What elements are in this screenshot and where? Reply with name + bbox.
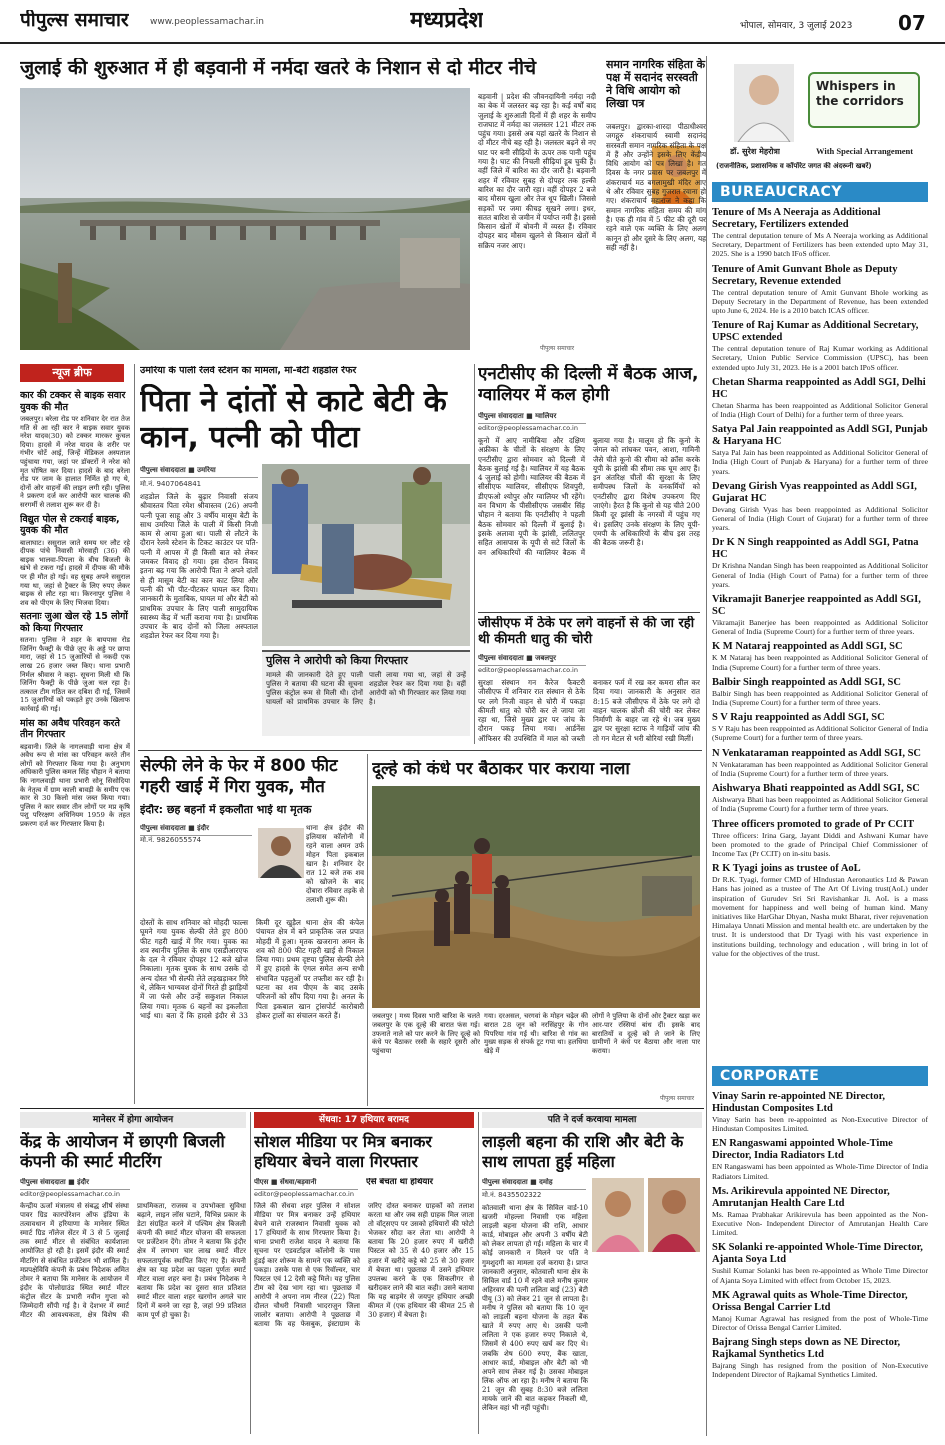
corporate-item-title: MK Agrawal quits as Whole-Time Director, Orissa Bengal Carrier Ltd <box>712 1289 908 1313</box>
selfie-victim-photo <box>258 828 304 878</box>
corporate-item-title: SK Solanki re-appointed Whole-Time Director, Ajanta Soya Ltd <box>712 1242 923 1266</box>
bureaucracy-item-body: N Venkataraman has been reappointed as Additional Solicitor General of India (Supreme Court) for a further term of three years. <box>712 759 928 778</box>
bureaucracy-item-title: Balbir Singh reappointed as Addl SGI, SC <box>712 676 901 688</box>
bureaucracy-item-title: Three officers promoted to grade of Pr CCIT <box>712 818 915 830</box>
missing-body: कोतवाली थाना क्षेत्र के सिविल वार्ड-10 खजरी मोहल्ला निवासी एक महिला लाड़ली बहना योजना की राशि, आधार कार्ड, मोबाइल और अपनी 3 वर्षीय बेटी को लेकर लापता हो गई। महिला के चार में कोई जानकारी न मिलने पर पति ने गुमशुदगी का मामला दर्ज कराया है। प्राप्त जानकारी अनुसार, कोतवाली थाना क्षेत्र के सिविल वार्ड 10 में रहने वाले मनीष कुमार अहिरवार की पत्नी ललिता बाई (23) बेटी पीयू (3) को लेकर 21 जून से लापता है। मनीष ने पुलिस को बताया कि 10 जून को लाड़ली बहना योजना के तहत बैंक खाते में रुपए आए थे। उसकी पत्नी ललिता ने एक हजार रुपए निकाले थे, जिसमें से 400 रुपए खर्च कर दिए थे। जबकि शेष 600 रुपए, बैंक खाता, आधार कार्ड, मोबाइल और बेटी को भी अपने साथ लेकर गई है। उसका मोबाइल लिंक ऑफ आ रहा है। मनीष ने बताया कि 21 जून की सुबह 8:30 बजे ललिता मायके जाने की बात कहकर निकली थी, लेकिन वहां भी नहीं पहुंची। <box>482 1204 588 1413</box>
corporate-list <box>712 1091 928 1380</box>
manesar-headline: केंद्र के आयोजन में छाएगी बिजली कंपनी की स्मार्ट मीटरिंग <box>20 1132 225 1171</box>
missing-headline: लाड़ली बहना की राशि और बेटी के साथ लापता हुई महिला <box>482 1132 684 1171</box>
bureaucracy-item-title: Dr K N Singh reappointed as Addl SGI, Patna HC <box>712 537 919 561</box>
selfie-body: दोस्तों के साथ शनिवार को मोहदी फाल्स घूमने गया युवक सेल्फी लेते हुए 800 फीट गहरी खाई में गिर गया। युवक का शव स्थानीय पुलिस के साथ एसडीआरएफ के दल ने रविवार दोपहर 12 बजे खोज निकाला। मृतक युवक के साथ उसके दो अन्य दोस्त भी सेल्फी लेते लड़खड़ाकर गिरे थे, लेकिन भाग्यवश दोनों गिरते ही झाड़ियों में जा फंसे और उन्हें सकुशल निकाल लिया गया। मृतक 6 बहनों का इकलौता भाई था। बता दें कि हादसे इंदौर से 33 किमी दूर खुड़ैल थाना क्षेत्र की कंपेल पंचायत क्षेत्र में बने प्राकृतिक जल प्रपात मोहदी में हुआ। मृतक खजराना अमन के शव को 800 फीट गहरी खाई से निकाल लिया गया। प्रथम दृष्टया पुलिस सेल्फी लेने में हुए हादसे के एंगल समेत अन्य सभी संभावित पहलुओं पर तफ्तीश कर रही है। घटना का शव पीएम के बाद उसके परिजनों को सौंप दिया गया है। अनल के पिता इकबाल खान ट्रांसपोर्ट कारोबारी होकर ट्रालों का संचालन करते हैं। <box>140 918 364 1020</box>
selfie-subhead: इंदौर: छह बहनों में इकलौता भाई था मृतक <box>140 804 312 816</box>
ucc-headline: समान नागरिक संहिता के पक्ष में सदानंद सरस्वती ने विधि आयोग को लिखा पत्र <box>606 58 706 110</box>
groom-caption-left: जबलपुर | मध्य दिवस भारी बारिश के चलते जबलपुर के एक दूल्हे की बारात फंस गई। उफनाते नाले को पार करने के लिए दूल्हे को कंधे पर बैठाकर रस्सी के सहारे दूसरी ओर पहुंचाया <box>372 1012 480 1056</box>
selfie-headline: सेल्फी लेने के फेर में 800 फीट गहरी खाई में गिरा युवक, मौत <box>140 756 338 797</box>
missing-phone: मो.नं. 8435502322 <box>482 1191 542 1199</box>
weapons-email[interactable]: editor@peoplessamachar.co.in <box>254 1190 354 1198</box>
bureaucracy-column <box>712 182 928 1062</box>
corporate-column <box>712 1066 928 1436</box>
ntca-email[interactable]: editor@peoplessamachar.co.in <box>478 424 578 432</box>
lead-body: बड़वानी | प्रदेश की जीवनदायिनी नर्मदा नदी का बेक में जलस्तर बढ़ रहा है। कई वर्षों बाद जुलाई के शुरुआती दिनों में ही शहर के समीप राजघाट में नर्मदा का जलस्तर 121 मीटर तक पहुंच गया। इससे अब यहां खतरे के निशान से दो मीटर नीचे बह रही है। जलस्तर बढ़ने से नए घाट पर बनी सीढ़ियों के ऊपर तक पानी पहुंच गया है। घाट की निचली सीढ़ियां डूब चुकी हैं। वहीं जिले में बारिश का दौर जारी है। बड़वानी शहर में रविवार सुबह से दोपहर तक हल्की बारिश का दौर जारी रहा। वहीं दोपहर 2 बजे बाद मौसम खुला और तेज धूप खिली। जिससे सड़कों पर जमा कीचड़ सूखने लगा। इधर, सतत बारिश से जमीन में पर्याप्त नमी है। इससे किसान खेतों में बोवनी में व्यस्त हैं। रविवार दोपहर बाद मौसम खुलने से किसान खेतों में सक्रिय नजर आए। <box>478 92 596 250</box>
lead-headline: जुलाई की शुरुआत में ही बड़वानी में नर्मदा खतरे के निशान से दो मीटर नीचे <box>20 58 537 79</box>
bottom-rule <box>20 1108 704 1109</box>
weapons-headline: सोशल मीडिया पर मित्र बनाकर हथियार बेचने वाला गिरफ्तार <box>254 1132 432 1171</box>
umaria-sub-box <box>262 650 470 736</box>
brief-title: सतनाः जुआ खेल रहे 15 लोगों को किया गिरफ्तार <box>20 611 128 634</box>
columnist-photo <box>734 64 794 142</box>
groom-caption-mid: गया। दरअसल, चरगवां के मोहन चढ़ेल की बारात 28 जून को नरसिंहपुर के गोन पिपरिया गांव गई थी। बारिश से गांव का मुख्य सड़क से संपर्क टूट गया था। हलधिया खेड़े में <box>484 1012 588 1056</box>
bureaucracy-item-body: Chetan Sharma has been reappointed as Additional Solicitor General of India (High Court of Delhi) for a further term of three years. <box>712 400 928 420</box>
umaria-phone: मो.नं. 9407064841 <box>140 480 202 488</box>
bureaucracy-item-title: R K Tyagi joins as trustee of AoL <box>712 863 861 875</box>
bureaucracy-item-body: The central deputation tenure of Ms A Neeraja working as Additional Secretary, Department of Fertilizers has been extended upto May 31, 2025. She is a 1990 batch IFoS officer. <box>712 231 928 259</box>
umaria-body: शहडोल जिले के बुढ़ार निवासी संजय श्रीवास्तव पिता रमेश श्रीवास्तव (26) अपनी पत्नी पूजा साहू और 3 वर्षीय मासूम बेटी के साथ उमरिया जिले के पाली में किसी निजी काम से आया हुआ था। पाली से लौटने के दौरान रेलवे स्टेशन के टिकट काउंटर पर पति-पत्नी में आपस में ही किसी बात को लेकर जमकर विवाद हो गया। इस दौरान विवाद इतना बढ़ गया कि आरोपी पिता ने अपने दांतों से ही मासूम बेटी का कान काट लिया और पत्नी की भी पीट-पीटकर घायल कर दिया। जानकारी के मुताबिक, घायल मां और बेटी को प्राथमिक उपचार के लिए पाली सामुदायिक स्वास्थ्य केंद्र में भर्ती कराया गया है। प्राथमिक उपचार के बाद दोनों को जिला अस्पताल शहडोल रेफर कर दिया गया है। <box>140 492 258 641</box>
brief-body: सतना। पुलिस ने शहर के बायपास रोड जिनिंग फैक्ट्री के पीछे जुए के अड्डे पर छापा मारा, जहां से 15 जुआरियों से नकदी एक लाख 26 हजार जब्त किए। थाना प्रभारी निर्मल श्रीवास ने कहा- सूचना मिली थी कि जिनिंग फैक्ट्री के पीछे जुआ चल रहा है। तत्काल टीम गठित कर दबिश दी गई, जिसमें 15 जुआरियों को पकड़ते हुए उनके खिलाफ कार्रवाई की गई। <box>20 636 130 714</box>
brief-body: जबलपुर। बरेला रोड पर शनिवार देर रात तेज गति से आ रही कार ने बाइक सवार युवक नरेश यादव(30) को टक्कर मारकर कुचल दिया। हादसे में नरेश यादव के शरीर पर गंभीर चोटें आई, जिन्हें मेडिकल अस्पताल पहुंचाया गया, जहां पर डॉक्टरों ने नरेश को मृत घोषित कर दिया। हादसे के बाद बरेला रोड पर जाम के हालात निर्मित हो गए थे, दोनों ओर वाहनों की लाइन लगी रही। पुलिस ने प्रकरण दर्ज कर आरोपी कार चालक की सरगर्मी से तलाश शुरू कर दी है। <box>20 415 130 509</box>
corporate-item-body: Vinay Sarin has been re-appointed as Non-Executive Director of Hindustan Composites Limited. <box>712 1115 928 1134</box>
corporate-item-body: Bajrang Singh has resigned from the position of Non-Executive Independent Director of Rajkamal Synthetics Limited. <box>712 1361 928 1380</box>
bureaucracy-item-body: Devang Girish Vyas has been reappointed as Additional Solicitor General of India (High Court of Gujarat) for a further term of three years. <box>712 504 928 533</box>
bureaucracy-item-title: Tenure of Amit Gunvant Bhole as Deputy Secretary, Revenue extended <box>712 263 898 287</box>
whispers-logo: Whispers in the corridors <box>808 72 920 128</box>
bureaucracy-item-body: Dr R.K. Tyagi, former CMD of HIndustan Aeronautics Ltd & Pawan Hans has joined as a trustee of The Art Of Living trust(AoL) under inspiration of Gurudev Sri Sri Ravishankar Ji. AoL is a mass movement for happiness and well being of human kind. Many initiatives like HarGhar Dhyan, Nasha mukt Bharat, river rejuvenation Himalaya Unnati Mission and mental health etc. are undertaken by the trust. It is understood that Dr Tyagi with his vast experience in institutions building, technology and education , will bring in lot of value for the objectives of the trust. <box>712 875 928 958</box>
bureaucracy-list <box>712 207 928 958</box>
avatar <box>734 64 794 142</box>
columnist-name: डॉ. सुरेश मेहरोत्रा <box>730 147 780 156</box>
groom-caption-right: लोगों ने पुलिया के दोनों ओर ट्रैक्टर खड़ा कर आर-पार रस्सियां बांध दीं। इसके बाद बारातियों व दूल्हे को ले जाने के लिए ग्रामीणों ने कंधे पर बैठाया और नाला पार कराया। <box>592 1012 700 1056</box>
news-brief-label: न्यूज ब्रीफ <box>20 364 124 382</box>
gcf-headline: जीसीएफ में ठेके पर लगे वाहनों से की जा रही थी कीमती धातु की चोरी <box>478 616 695 647</box>
columnist-tagline: (राजनीतिक, प्रशासनिक व कॉर्पोरेट जगत की अंदरूनी खबरें) <box>716 162 872 170</box>
umaria-byline: पीपुल्स संवाददाता ■ उमरिया <box>140 466 258 478</box>
selfie-divider <box>367 754 368 1106</box>
bureaucracy-item-title: N Venkataraman reappointed as Addl SGI, SC <box>712 747 921 759</box>
gcf-email[interactable]: editor@peoplessamachar.co.in <box>478 666 578 674</box>
ntca-byline: पीपुल्स संवाददाता ■ ग्वालियर <box>478 412 586 424</box>
weapons-tag: सेंधवा: 17 हथियार बरामद <box>254 1112 474 1128</box>
ntca-headline: एनटीसीए की दिल्ली में बैठक आज, ग्वालियर में कल होगी <box>478 364 699 405</box>
bureaucracy-item-body: Aishwarya Bhati has been reappointed as Additional Solicitor General of India (Supreme Court) for a further term of three years. <box>712 795 928 814</box>
bureaucracy-item-body: Satya Pal Jain has been reappointed as Additional Solicitor General of India (High Court of Punjab & Haryana) for a further term of three years. <box>712 448 928 476</box>
corporate-item-body: Sushil Kumar Solanki has been re-appointed as Whole Time Director of Ajanta Soya Limited with effect from October 15, 2023. <box>712 1266 928 1285</box>
columnist-box <box>712 62 928 180</box>
bureaucracy-item-body: The central deputation tenure of Raj Kumar working as Additional Secretary, Union Public Service Commission (UPSC), has been extended upto July 31, 2023. He is a 2001 batch IPoS officer. <box>712 344 928 372</box>
corporate-item-body: Ms. Ramaa Prabhakar Arikirevula has been appointed as the Non- Executive Non- Independent Director of Amrutanjan Health Care Limited. <box>712 1209 928 1238</box>
missing-byline: पीपुल्स संवाददाता ■ दमोह <box>482 1178 586 1190</box>
bureaucracy-item-title: Aishwarya Bhati reappointed as Addl SGI, SC <box>712 783 920 795</box>
umaria-divider <box>474 364 475 744</box>
bureaucracy-header: BUREAUCRACY <box>712 182 928 202</box>
bureaucracy-item-title: Chetan Sharma reappointed as Addl SGI, Delhi HC <box>712 376 926 400</box>
ucc-body: जबलपुर। द्वारका-शारदा पीठाधीश्वर जगद्गुरु शंकराचार्य स्वामी सदानंद सरस्वती समान नागरिक संहिता के पक्ष में हैं और उन्होंने इसके लिए केंद्रीय विधि आयोग को पत्र लिखा है। गत दिवस के नगर प्रवास पर जबलपुर में शंकराचार्य मठ बगलामुखी मंदिर आए थे और रविवार सुबह गुजरात रवाना हो गए। शंकराचार्य महाराज ने कहा कि समान नागरिक संहिता समय की मांग है। एक ही गांव में 5 फीट की दूरी पर रहने वाले एक व्यक्ति के लिए अलग कानून हो और दूसरे के लिए अलग, यह सही नहीं है। <box>606 122 706 252</box>
column-divider <box>706 56 707 1436</box>
brief-body: बड़वानी। जिले के नागलवाड़ी थाना क्षेत्र में अवैध रूप से मांस का परिवहन करते तीन लोगों को गिरफ्तार किया गया है। अनुभाग अधिकारी पुलिस कमल सिंह चौहान ने बताया कि नागलवाड़ी थाना प्रभारी सोनू सिसोदिया के नेतृत्व में ग्राम काली बावड़ी के समीप एक कार से 30 किलो मांस जब्त किया गया। पुलिस ने कार सवार तीन लोगों पर मप्र कृषि पशु परिरक्षण अधिनियम 1959 के तहत प्रकरण दर्ज कर गिरफ्तार किया है। <box>20 742 130 828</box>
bureaucracy-item-title: Vikramajit Banerjee reappointed as Addl SGI, SC <box>712 594 921 618</box>
columnist-arrangement: With Special Arrangement <box>816 146 914 156</box>
bureaucracy-item-title: Devang Girish Vyas reappointed as Addl SGI, Gujarat HC <box>712 480 917 504</box>
bureaucracy-item-title: Tenure of Ms A Neeraja as Additional Secretary, Fertilizers extended <box>712 207 881 230</box>
umaria-sub-body: मामले की जानकारी देते हुए पाली पुलिस ने बताया की घटना की सूचना पुलिस कंट्रोल रूम से मिली थी। दोनों घायलों को प्राथमिक उपचार के लिए पाली लाया गया था, जहां से उन्हें शहडोल रेफर कर दिया गया है। वहीं आरोपी को भी गिरफ्तार कर लिया गया है। <box>266 670 466 706</box>
page-number: 07 <box>898 12 926 35</box>
manesar-divider <box>250 1112 251 1434</box>
corporate-header: CORPORATE <box>712 1066 928 1086</box>
groom-headline: दूल्हे को कंधे पर बैठाकर पार कराया नाला <box>372 760 630 779</box>
corporate-item-title: Vinay Sarin re-appointed NE Director, Hindustan Composites Ltd <box>712 1091 885 1114</box>
bureaucracy-item-title: K M Nataraj reappointed as Addl SGI, SC <box>712 641 903 653</box>
brief-title: कार की टक्कर से बाइक सवार युवक की मौत <box>20 390 126 413</box>
weapons-byline: पीएस ■ सेंधवा/बड़वानी <box>254 1178 358 1190</box>
bureaucracy-item-title: Satya Pal Jain reappointed as Addl SGI, Punjab & Haryana HC <box>712 424 928 448</box>
bureaucracy-item-body: Balbir Singh has been reappointed as Additional Solicitor General of India (Supreme Court) for a further term of three years. <box>712 688 928 708</box>
gcf-body: सुरक्षा संस्थान गन कैरेज फैक्टरी जीसीएफ में शनिवार रात संस्थान से ठेके पर लगे निजी वाहन से चोरी में पकड़ा कीमती धातु को चोरी कर ले जाया जा रहा था, जिसे मुख्य द्वार पर जांच के दौरान पकड़ लिया गया। आर्डनेंस ऑफिसर की उपस्थिति में माल को जब्ती बनाकर फर्म में रख कर कमरा सील कर दिया गया। जानकारी के अनुसार रात 8:15 बजे जीसीएफ में ठेके पर लगे दो वाहन चालक ब्रोंजी की चोरी कर लेकर निर्माणी के बाहर जा रहे थे। जब मुख्य द्वार पर सुरक्षा स्टाफ ने गाड़ियों जांच की तो गन मेटल से भरी बोरियां रखी मिलीं। <box>478 678 700 743</box>
corporate-item-body: EN Rangaswami has been appointed as Whole-Time Director of India Radiators Limited. <box>712 1162 928 1181</box>
selfie-side-text: थाना क्षेत्र इंदौर की इलियास कॉलोनी में रहने वाला अमन उर्फ मोहन पिता इकबाल खान है। शनिवार देर रात 12 बजे तक शव को खोजने के बाद दोबारा रविवार तड़के से तलाशी शुरू की। <box>306 824 364 904</box>
manesar-byline: पीपुल्स संवाददाता ■ इंदौर <box>20 1178 130 1190</box>
manesar-email[interactable]: editor@peoplessamachar.co.in <box>20 1190 120 1198</box>
umaria-kicker: उमरिया के पाली रेलवे स्टेशन का मामला, मां-बेटी शहडोल रेफर <box>140 366 357 376</box>
bureaucracy-item-body: Dr Krishna Nandan Singh has been reappointed as Additional Solicitor General of India (High Court of Patna) for a further term of three years. <box>712 561 928 589</box>
section-title: मध्यप्रदेश <box>410 8 484 33</box>
news-brief-list <box>20 386 130 1104</box>
weapons-sub-headline: ऐसे बेचता था हथियार <box>366 1178 434 1187</box>
flood-crossing-image <box>372 786 700 1008</box>
website[interactable]: www.peoplessamachar.in <box>150 17 264 27</box>
paper-name: पीपुल्स समाचार <box>20 10 129 31</box>
bureaucracy-item-body: The central deputation tenure of Amit Gunvant Bhole working as Deputy Secretary in the Department of Revenue, has been extended upto June 6, 2024. He is a 2010 batch ICAS officer. <box>712 287 928 316</box>
bureaucracy-item-body: Vikramajit Banerjee has been reappointed as Additional Solicitor General of India (Supreme Court) for a further term of three years. <box>712 618 928 637</box>
weapons-divider <box>478 1112 479 1434</box>
groom-credit: पीपुल्स समाचार <box>660 1095 695 1102</box>
corporate-item-body: Manoj Kumar Agrawal has resigned from the post of Whole-Time Director of Orissa Bengal Carrier Limited. <box>712 1313 928 1333</box>
brief-title: विद्युत पोल से टकराई बाइक, युवक की मौत <box>20 513 120 537</box>
bureaucracy-item-title: Tenure of Raj Kumar as Additional Secretary, UPSC extended <box>712 320 919 344</box>
lead-photo <box>20 88 470 350</box>
ntca-rule <box>478 612 700 613</box>
bureaucracy-item-body: S V Raju has been reappointed as Additional Solicitor General of India (Supreme Court) for a further term of three years. <box>712 724 928 743</box>
brief-title: मांस का अवैध परिवहन करते तीन गिरफ्तार <box>20 717 120 741</box>
corporate-item-title: EN Rangaswami appointed Whole-Time Director, India Radiators Ltd <box>712 1138 893 1162</box>
manesar-tag: मानेसर में होगा आयोजन <box>20 1112 246 1128</box>
missing-tag: पति ने दर्ज करवाया मामला <box>482 1112 702 1128</box>
person-icon <box>258 828 304 878</box>
umaria-sub-headline: पुलिस ने आरोपी को किया गिरफ्तार <box>266 654 408 667</box>
river-bridge-image <box>20 88 470 350</box>
brief-body: बालाघाट। ससुराल जाते समय घर लौट रहे दीपक पांचे निवासी मोरवाही (36) की बाइक भालवा-पिपला के बीच बिजली के खंभे से टकरा गई। हादसे में दीपक की मौके पर ही मौत हो गई। वह सुबह अपने ससुराल गया था, जहां से ट्रैक्टर के लिए रुपए लेकर बाइक से लौट रहा था। किरनापुर पुलिस ने शव को पीएम के लिए भिजवा दिया। <box>20 538 130 607</box>
weapons-body: जिले की सेंधवा शहर पुलिस ने सोशल मीडिया पर मित्र बनाकर उन्हें हथियार बेचने वाले राजस्थान निवासी युवक को 17 हथियारों के साथ गिरफ्तार किया है। थाना प्रभारी राजेश यादव ने बताया कि सूचना पर एडवर्टाइज कॉलोनी के पास हुंडई कार शोरूम के सामने एक व्यक्ति को पकड़ा। उसके पास से एक रिवॉल्वर, चार पिस्टल एवं 12 देसी कट्टे मिले। यह पुलिस टीम को देख भाग रहा था। पूछताछ में आरोपी ने अपना नाम नीरज (22) पिता दौलत चौधरी निवासी भादराजुन जिला जालोर बताया। आरोपी ने पूछताछ में बताया कि वह फेसबुक, इंस्टाग्राम के जरिए दोस्त बनाकर ग्राहकों को तलाश करता था और जब सही ग्राहक मिल जाता तो वॉट्सएप पर उसको हथियारों की फोटो भेजकर सौदा कर लेता था। आरोपी ने बताया कि 20 हजार रुपए में खरीदी पिस्टल को 35 से 40 हजार और 15 हजार में खरीदे कट्टे को 25 से 30 हजार में बेचता था। पूछताछ में उसने हथियार उपलब्ध करने के एक सिकलीगर से खरीदकर लाने की बात कही। उसने बताया कि यह बाड़मेर से जयपुर हथियार अच्छी कीमत में (एक हथियार की कीमत 25 से 30 हजार) में बेचता है। <box>254 1202 474 1329</box>
bureaucracy-item-body: Three officers: Irina Garg, Jayant Diddi and Ashwani Kumar have been promoted to the grade of Principal Chief Commissioner of Income Tax (Pr CCIT) on in-situ basis. <box>712 830 928 858</box>
date-line: भोपाल, सोमवार, 3 जुलाई 2023 <box>740 21 853 31</box>
umaria-headline: पिता ने दांतों से काटे बेटी के कान, पत्नी को पीटा <box>140 384 447 455</box>
corporate-item-title: Ms. Arikirevula appointed NE Director, Amrutanjan Health Care Ltd <box>712 1185 890 1209</box>
lead-credit: पीपुल्स समाचार <box>540 345 575 352</box>
gcf-byline: पीपुल्स संवाददाता ■ जबलपुर <box>478 654 586 666</box>
ntca-body: कूनो में आए नामीबिया और दक्षिण अफ्रीका के चीतों के संरक्षण के लिए एनटीसीए द्वारा सोमवार को दिल्ली में बैठक बुलाई गई है। ग्वालियर में यह बैठक 4 जुलाई को होगी। ग्वालियर की बैठक में सीसीएफ ग्वालियर, सीसीएफ शिवपुरी, डीएफओ श्योपुर और ग्वालियर भी रहेंगे। वन विभाग के पीसीसीएफ जसबीर सिंह चौहान ने बताया कि एनटीसीए ने पहली बैठक सोमवार को दिल्ली में बुलाई है। इसके अलावा यूपी के झांसी, ललितपुर सहित आसपास के यूपी से सटे जिलों के वन अधिकारियों की ग्वालियर बैठक में बुलाया गया है। मालूम हो कि कूनो के जंगल को लांघकर पवन, आशा, गामिनी जैसे चीते कूनो की सीमा को क्रॉस करके यूपी के झांसी की सीमा तक घूम आए हैं। इन अंतरिक्ष चीतों की सुरक्षा के लिए समीपस्थ जिलों के वनकर्मियों को एनटीसीए द्वारा विशेष उपकरण दिए जाएंगे। हैरत है कि कूनो से यह चीते 200 किमी दूर झांसी के नगरवों में पहुंच गए थे। इसलिए उनके संरक्षण के लिए यूपी-एमपी के अधिकारियों के बीच इस तरह की बैठक जरूरी है। <box>478 436 700 557</box>
bureaucracy-item-title: S V Raju reappointed as Addl SGI, SC <box>712 712 885 724</box>
hospital-stretcher-image <box>262 464 470 646</box>
manesar-body: केन्द्रीय ऊर्जा मंत्रालय से संबद्ध शीर्ष संस्था पावर ग्रिड कारपोरेशन ऑफ इंडिया के तत्वावधान में हरियाणा के मानेसर स्थित स्मार्ट ग्रिड नॉलेज सेंटर में 3 से 5 जुलाई तक स्मार्ट मीटर से संबंधित कार्यशाला आयोजित हो रही है। इसमें इंदौर की स्मार्ट मीटरिंग से संबंधित प्रजेंटेशन भी शामिल है। मप्रपक्षेविवि कंपनी के प्रबंध निदेशक अमित तोमर ने बताया कि मानेसर के आयोजन में इंदौर के पोलोग्राउंड स्थित स्मार्ट मीटर कंट्रोल सेंटर के प्रभारी नवीन गुप्ता को जिम्मेदारी सौंपी गई है। वे देशभर में स्मार्ट मीटर की आवश्यकता, क्षेत्र विशेष की प्राथमिकता, राजस्व व उपभोक्ता सुविधा बढ़ाने, लाइन लॉस घटाने, विभिन्न प्रकार के डेटा संग्रहित करने में पश्चिम क्षेत्र बिजली कंपनी की स्मार्ट मीटर योजना की सफलता पर प्रजेंटेशन देंगे। तोमर ने बताया कि इंदौर क्षेत्र में लगभग चार लाख स्मार्ट मीटर सफलतापूर्वक स्थापित किए गए हैं। कंपनी क्षेत्र का यह प्रदेश का पहला पूर्णतः स्मार्ट मीटर वाला शहर बना है। प्रबंध निदेशक ने बताया कि प्रदेश का दूसरा सात प्रतिशत स्मार्ट मीटर वाला शहर खरगोन अगले चार दिनों में बनने जा रहा है, जहां 99 प्रतिशत काम पूर्ण हो चुका है। <box>20 1202 246 1320</box>
corporate-item-title: Bajrang Singh steps down as NE Director, Rajkamal Synthetics Ltd <box>712 1337 901 1361</box>
selfie-phone: मो.नं. 9826055574 <box>140 836 202 844</box>
mid-rule <box>138 750 702 751</box>
selfie-byline: पीपुल्स संवाददाता ■ इंदौर <box>140 824 252 836</box>
brief-divider <box>134 364 135 1104</box>
umaria-photo <box>262 464 470 646</box>
masthead <box>0 0 945 44</box>
groom-photo <box>372 786 700 1008</box>
bureaucracy-item-body: K M Nataraj has been reappointed as Additional Solicitor General of India (Supreme Court) for a further term of three years. <box>712 653 928 672</box>
